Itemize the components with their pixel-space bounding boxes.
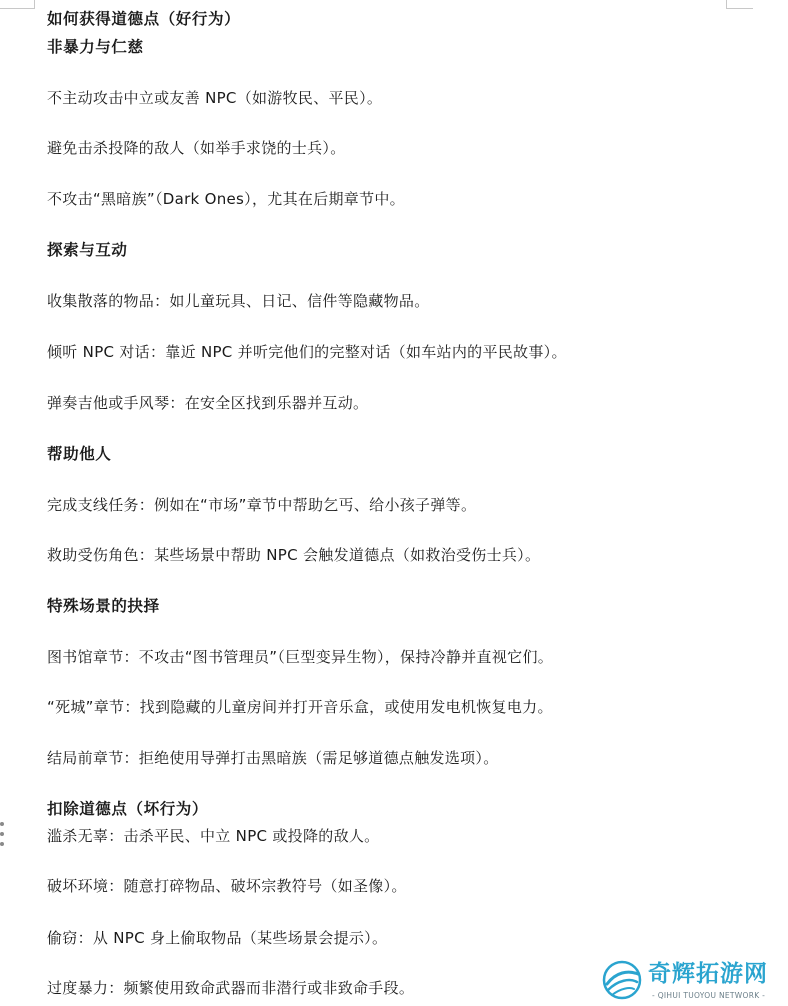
- special-item: 结局前章节：拒绝使用导弹打击黑暗族（需足够道德点触发选项）。: [47, 749, 499, 767]
- explore-title: 探索与互动: [47, 241, 128, 259]
- bad-item: 偷窃：从 NPC 身上偷取物品（某些场景会提示）。: [47, 929, 388, 947]
- nonviolence-item: 避免击杀投降的敌人（如举手求饶的士兵）。: [47, 139, 346, 157]
- nonviolence-item: 不主动攻击中立或友善 NPC（如游牧民、平民）。: [47, 89, 383, 107]
- watermark-english-name: - QIHUI TUOYOU NETWORK -: [652, 991, 766, 1000]
- help-item: 完成支线任务：例如在“市场”章节中帮助乞丐、给小孩子弹等。: [47, 496, 477, 514]
- explore-item: 收集散落的物品：如儿童玩具、日记、信件等隐藏物品。: [47, 292, 430, 310]
- explore-item: 弹奏吉他或手风琴：在安全区找到乐器并互动。: [47, 394, 369, 412]
- bad-item: 破坏环境：随意打碎物品、破坏宗教符号（如圣像）。: [47, 877, 407, 895]
- section-bad-title: 扣除道德点（坏行为）: [47, 800, 209, 818]
- watermark-site-name: 奇辉拓游网: [648, 961, 768, 987]
- page-corner-mark-left: [0, 0, 35, 9]
- bad-item: 滥杀无辜：击杀平民、中立 NPC 或投降的敌人。: [47, 827, 380, 845]
- handle-dot: [0, 822, 4, 826]
- handle-dot: [0, 842, 4, 846]
- special-item: “死城”章节：找到隐藏的儿童房间并打开音乐盒，或使用发电机恢复电力。: [47, 698, 553, 716]
- globe-swirl-icon: [602, 960, 642, 1000]
- handle-dot: [0, 832, 4, 836]
- site-watermark: [600, 958, 788, 1006]
- section-good-subtitle: 非暴力与仁慈: [47, 38, 144, 56]
- special-item: 图书馆章节：不攻击“图书管理员”（巨型变异生物），保持冷静并直视它们。: [47, 648, 554, 666]
- help-item: 救助受伤角色：某些场景中帮助 NPC 会触发道德点（如救治受伤士兵）。: [47, 546, 541, 564]
- drag-handle[interactable]: [0, 822, 6, 848]
- bad-item: 过度暴力：频繁使用致命武器而非潜行或非致命手段。: [47, 979, 415, 997]
- special-title: 特殊场景的抉择: [47, 597, 160, 615]
- explore-item: 倾听 NPC 对话：靠近 NPC 并听完他们的完整对话（如车站内的平民故事）。: [47, 343, 567, 361]
- section-good-title: 如何获得道德点（好行为）: [47, 10, 241, 28]
- help-title: 帮助他人: [47, 445, 112, 463]
- page-corner-mark-right: [726, 0, 753, 9]
- nonviolence-item: 不攻击“黑暗族”（Dark Ones），尤其在后期章节中。: [47, 190, 405, 208]
